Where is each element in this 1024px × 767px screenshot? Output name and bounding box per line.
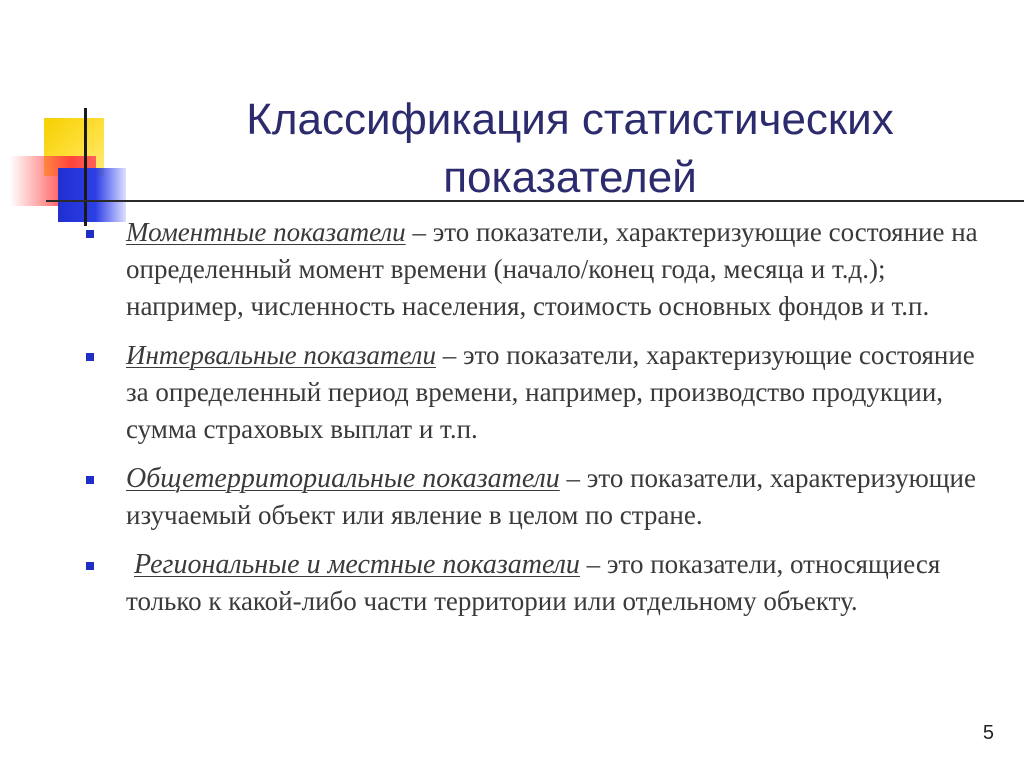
term-definition: – это показатели, относящиеся только к какой-либо части территории или отдельному объекту. bbox=[126, 549, 941, 616]
term-label: Общетерриториальные показатели bbox=[126, 463, 560, 494]
slide-number: 5 bbox=[982, 722, 994, 744]
term-definition: – это показатели, характеризующие состояние на определенный момент времени (начало/конец года, месяца и т.д.); например, численность населения, стоимость основных фондов и т.п. bbox=[126, 217, 978, 321]
list-item bbox=[84, 337, 984, 448]
term-label: Моментные показатели bbox=[126, 217, 406, 247]
term-definition: – это показатели, характеризующие состояние за определенный период времени, например, производство продукции, сумма страховых выплат и т.п. bbox=[126, 340, 975, 444]
list-item bbox=[84, 460, 984, 534]
square-bullet-icon bbox=[86, 562, 94, 570]
square-bullet-icon bbox=[86, 230, 94, 238]
square-bullet-icon bbox=[86, 476, 94, 484]
list-item bbox=[84, 546, 984, 620]
list-item bbox=[84, 214, 984, 325]
vertical-rule-decoration bbox=[84, 108, 87, 226]
term-label: Региональные и местные показатели bbox=[134, 549, 580, 580]
slide-title: Классификация статистических показателей bbox=[246, 95, 894, 203]
term-label: Интервальные показатели bbox=[126, 340, 436, 370]
bullet-list bbox=[84, 214, 984, 632]
decorative-emblem bbox=[0, 0, 160, 240]
term-definition: – это показатели, характеризующие изучаемый объект или явление в целом по стране. bbox=[126, 463, 976, 530]
square-bullet-icon bbox=[86, 353, 94, 361]
